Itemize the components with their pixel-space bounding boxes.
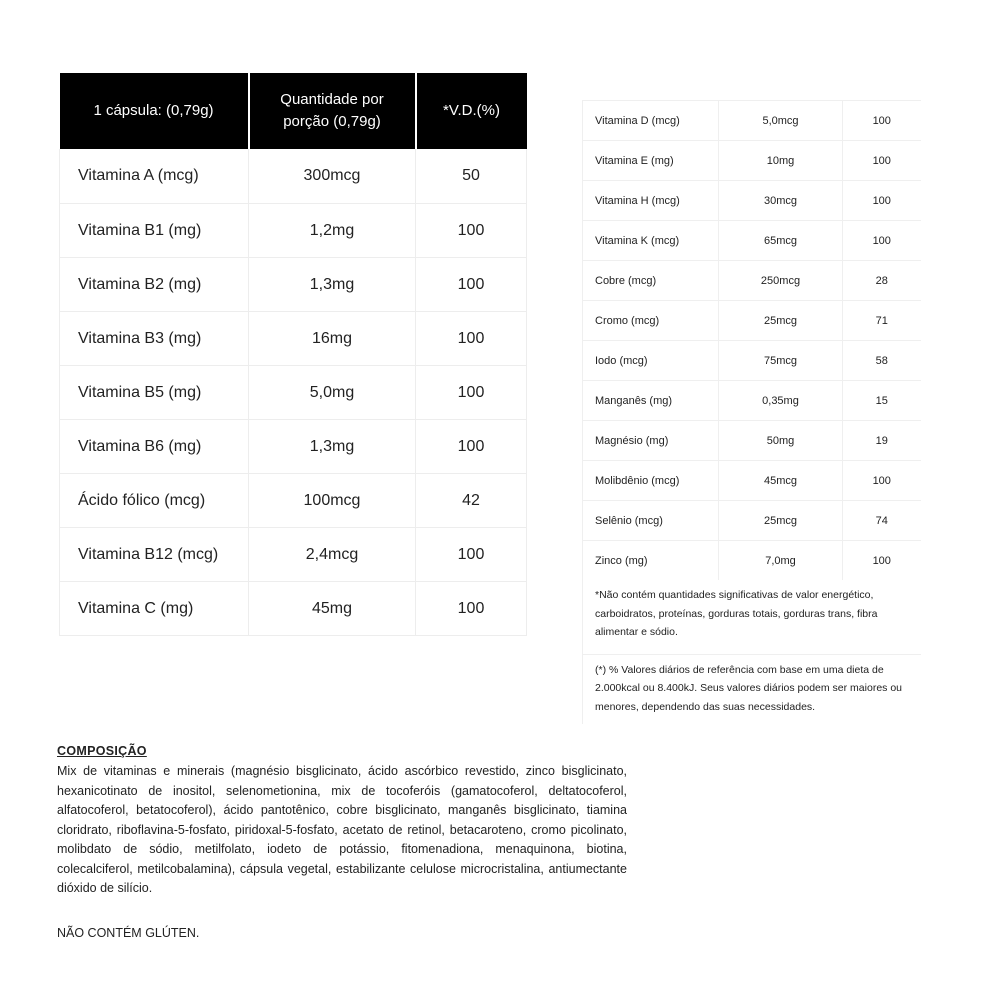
nutrient-vd: 19 bbox=[843, 421, 921, 461]
nutrient-vd: 100 bbox=[416, 204, 527, 258]
table-row bbox=[583, 181, 921, 221]
table-row bbox=[583, 221, 921, 261]
table-row bbox=[583, 501, 921, 541]
nutrient-vd: 100 bbox=[416, 582, 527, 636]
nutrient-amount: 45mg bbox=[249, 582, 416, 636]
table-header-row bbox=[60, 73, 527, 149]
nutrient-vd: 100 bbox=[416, 366, 527, 420]
footnote-nutrients: *Não contém quantidades significativas de valor energético, carboidratos, proteínas, gorduras totais, gorduras trans, fibra alimentar e sódio. bbox=[595, 589, 878, 638]
nutrient-amount: 50mg bbox=[719, 421, 843, 461]
header-quantity: Quantidade por porção (0,79g) bbox=[249, 73, 416, 149]
nutrient-amount: 1,3mg bbox=[249, 420, 416, 474]
table-row bbox=[583, 541, 921, 581]
nutrient-amount: 1,2mg bbox=[249, 204, 416, 258]
nutrient-name: Vitamina D (mcg) bbox=[583, 101, 719, 141]
nutrient-amount: 7,0mg bbox=[719, 541, 843, 581]
nutrient-vd: 100 bbox=[416, 312, 527, 366]
nutrient-name: Vitamina E (mg) bbox=[583, 141, 719, 181]
nutrient-name: Vitamina B12 (mcg) bbox=[60, 528, 249, 582]
nutrient-vd: 100 bbox=[843, 541, 921, 581]
nutrient-name: Vitamina C (mg) bbox=[60, 582, 249, 636]
nutrient-amount: 100mcg bbox=[249, 474, 416, 528]
nutrient-vd: 42 bbox=[416, 474, 527, 528]
composition-title: COMPOSIÇÃO bbox=[57, 744, 147, 758]
nutrient-vd: 15 bbox=[843, 381, 921, 421]
nutrient-name: Magnésio (mg) bbox=[583, 421, 719, 461]
nutrient-name: Vitamina B3 (mg) bbox=[60, 312, 249, 366]
header-daily-value: *V.D.(%) bbox=[416, 73, 527, 149]
nutrient-name: Vitamina H (mcg) bbox=[583, 181, 719, 221]
nutrient-vd: 58 bbox=[843, 341, 921, 381]
table-row bbox=[583, 421, 921, 461]
nutrient-vd: 28 bbox=[843, 261, 921, 301]
nutrient-name: Vitamina A (mcg) bbox=[60, 149, 249, 204]
nutrient-vd: 100 bbox=[843, 221, 921, 261]
nutrient-name: Vitamina B5 (mg) bbox=[60, 366, 249, 420]
table-row bbox=[60, 312, 527, 366]
table-row bbox=[60, 204, 527, 258]
nutrient-vd: 100 bbox=[416, 420, 527, 474]
nutrient-vd: 50 bbox=[416, 149, 527, 204]
nutrient-amount: 1,3mg bbox=[249, 258, 416, 312]
nutrient-vd: 100 bbox=[416, 528, 527, 582]
table-row bbox=[60, 582, 527, 636]
nutrient-name: Ácido fólico (mcg) bbox=[60, 474, 249, 528]
nutrient-vd: 100 bbox=[843, 141, 921, 181]
nutrient-vd: 100 bbox=[843, 101, 921, 141]
table-row bbox=[583, 461, 921, 501]
nutrient-vd: 100 bbox=[843, 461, 921, 501]
nutrient-vd: 100 bbox=[416, 258, 527, 312]
table-row bbox=[60, 366, 527, 420]
nutrient-amount: 25mcg bbox=[719, 301, 843, 341]
nutrition-table-left bbox=[59, 73, 527, 636]
table-row bbox=[583, 101, 921, 141]
footnotes bbox=[582, 580, 921, 724]
nutrient-name: Zinco (mg) bbox=[583, 541, 719, 581]
nutrient-amount: 5,0mg bbox=[249, 366, 416, 420]
nutrient-vd: 100 bbox=[843, 181, 921, 221]
nutrient-name: Manganês (mg) bbox=[583, 381, 719, 421]
nutrient-name: Vitamina B2 (mg) bbox=[60, 258, 249, 312]
gluten-notice: NÃO CONTÉM GLÚTEN. bbox=[57, 926, 200, 940]
nutrient-amount: 300mcg bbox=[249, 149, 416, 204]
footnote-daily-values: (*) % Valores diários de referência com base em uma dieta de 2.000kcal ou 8.400kJ. Seus valores diários podem ser maiores ou menores, dependendo das suas necessidades. bbox=[583, 654, 921, 725]
table-row bbox=[60, 474, 527, 528]
nutrient-amount: 0,35mg bbox=[719, 381, 843, 421]
table-row bbox=[60, 420, 527, 474]
nutrient-amount: 5,0mcg bbox=[719, 101, 843, 141]
composition-text: Mix de vitaminas e minerais (magnésio bisglicinato, ácido ascórbico revestido, zinco bisglicinato, hexanicotinato de inositol, selenometionina, mix de tocoferóis (gamatocoferol, deltatocoferol, alfatocoferol, betatocoferol), ácido pantotênico, cobre bisglicinato, manganês bisglicinato, tiamina cloridrato, riboflavina-5-fosfato, piridoxal-5-fosfato, acetato de retinol, betacaroteno, cromo picolinato, molibdato de sódio, metilfolato, iodeto de potássio, fitomenadiona, menaquinona, biotina, colecalciferol, metilcobalamina), cápsula vegetal, estabilizante celulose microcristalina, antiumectante dióxido de silício. bbox=[57, 764, 627, 895]
nutrient-name: Selênio (mcg) bbox=[583, 501, 719, 541]
nutrient-amount: 65mcg bbox=[719, 221, 843, 261]
nutrient-amount: 25mcg bbox=[719, 501, 843, 541]
nutrient-name: Vitamina B6 (mg) bbox=[60, 420, 249, 474]
nutrient-amount: 16mg bbox=[249, 312, 416, 366]
nutrient-amount: 30mcg bbox=[719, 181, 843, 221]
nutrient-amount: 2,4mcg bbox=[249, 528, 416, 582]
table-row bbox=[583, 261, 921, 301]
table-row bbox=[60, 258, 527, 312]
nutrition-table-right bbox=[582, 100, 921, 580]
nutrient-amount: 45mcg bbox=[719, 461, 843, 501]
table-row bbox=[583, 381, 921, 421]
nutrient-name: Vitamina B1 (mg) bbox=[60, 204, 249, 258]
nutrient-name: Cromo (mcg) bbox=[583, 301, 719, 341]
nutrient-amount: 10mg bbox=[719, 141, 843, 181]
nutrient-name: Cobre (mcg) bbox=[583, 261, 719, 301]
nutrient-name: Iodo (mcg) bbox=[583, 341, 719, 381]
table-row bbox=[60, 528, 527, 582]
composition-section bbox=[57, 744, 627, 899]
table-row bbox=[583, 141, 921, 181]
table-row bbox=[583, 341, 921, 381]
table-row bbox=[60, 149, 527, 204]
table-row bbox=[583, 301, 921, 341]
header-serving: 1 cápsula: (0,79g) bbox=[60, 73, 249, 149]
nutrient-name: Molibdênio (mcg) bbox=[583, 461, 719, 501]
nutrient-vd: 71 bbox=[843, 301, 921, 341]
nutrient-amount: 250mcg bbox=[719, 261, 843, 301]
nutrient-name: Vitamina K (mcg) bbox=[583, 221, 719, 261]
nutrient-amount: 75mcg bbox=[719, 341, 843, 381]
nutrient-vd: 74 bbox=[843, 501, 921, 541]
